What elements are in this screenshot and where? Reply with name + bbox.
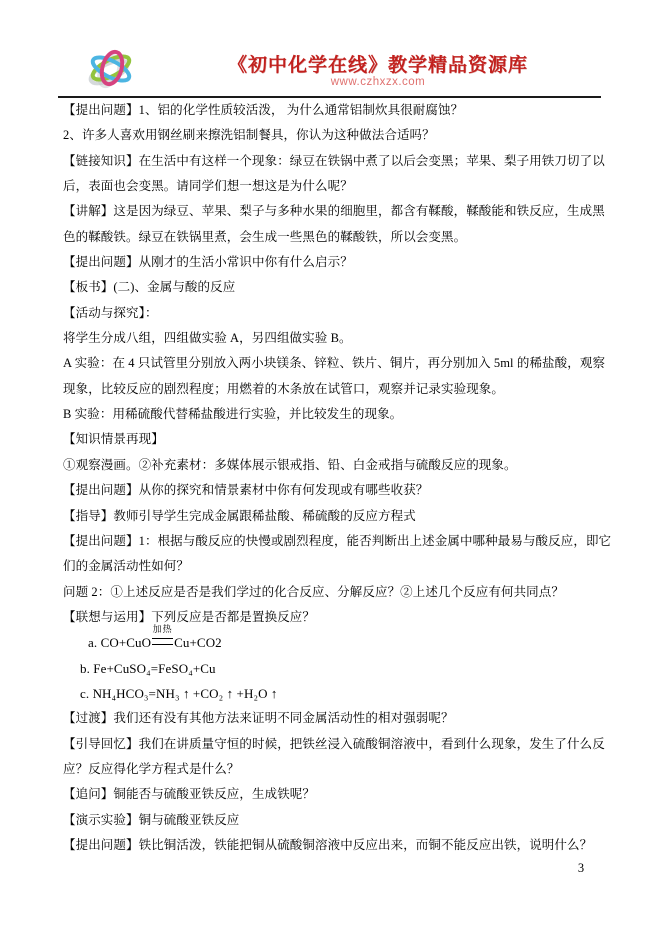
site-url: www.czhxzx.com: [330, 76, 426, 88]
text-line: B 实验：用稀硫酸代替稀盐酸进行实验，并比较发生的现象。: [63, 407, 403, 422]
equation-line: c. NH₄HCO₃=NH₃ ↑ +CO₂ ↑ +H₂O ↑: [80, 685, 278, 701]
text-line: 现象，比较反应的剧烈程度；用燃着的木条放在试管口，观察并记录实验现象。: [63, 381, 505, 396]
text-line: 2、许多人喜欢用钢丝刷来擦洗铝制餐具，你认为这种做法合适吗？: [63, 128, 435, 143]
text-line: 【提出问题】1：根据与酸反应的快慢或剧烈程度，能否判断出上述金属中哪种最易与酸反应，即它: [63, 533, 612, 548]
text-line: 【指导】教师引导学生完成金属跟稀盐酸、稀硫酸的反应方程式: [63, 508, 416, 523]
equation-prefix: a. CO+CuO: [88, 635, 152, 651]
equation-suffix: Cu+CO2: [174, 635, 222, 651]
page-number: 3: [577, 861, 585, 875]
equation-line: b. Fe+CuSO₄=FeSO₄+Cu: [80, 660, 216, 676]
site-title: 《初中化学在线》教学精品资源库: [227, 55, 528, 76]
text-line: 【提出问题】从刚才的生活小常识中你有什么启示？: [63, 255, 353, 270]
double-equals-sign: [152, 624, 173, 645]
text-line: 后，表面也会变黑。请同学们想一想这是为什么呢？: [63, 179, 353, 194]
atom-logo-icon: [78, 44, 144, 95]
text-line: 问题 2：①上述反应是否是我们学过的化合反应、分解反应？②上述几个反应有何共同点？: [63, 584, 564, 599]
text-line: 【讲解】这是因为绿豆、苹果、梨子与多种水果的细胞里，都含有鞣酸，鞣酸能和铁反应，生成黑: [63, 204, 605, 219]
text-line: 【提出问题】铁比铜活泼，铁能把铜从硫酸铜溶液中反应出来，而铜不能反应出铁，说明什么？: [63, 837, 593, 852]
text-line: ①观察漫画。②补充素材：多媒体展示银戒指、铅、白金戒指与硫酸反应的现象。: [63, 457, 517, 472]
document-body: [0, 98, 661, 858]
text-line: 【过渡】我们还有没有其他方法来证明不同金属活动性的相对强弱呢？: [63, 711, 454, 726]
text-line: 【提出问题】1、铝的化学性质较活泼， 为什么通常铝制炊具很耐腐蚀？: [63, 103, 464, 117]
text-line: 【板书】(二)、金属与酸的反应: [63, 280, 236, 295]
text-line: 应？反应得化学方程式是什么？: [63, 761, 240, 776]
reaction-condition-label: 加热: [152, 624, 173, 635]
text-line: 【引导回忆】我们在讲质量守恒的时候，把铁丝浸入硫酸铜溶液中，看到什么现象，发生了什么反: [63, 736, 605, 751]
text-line: 【联想与运用】下列反应是否都是置换反应？: [63, 609, 316, 624]
text-line: 【活动与探究】：: [63, 305, 158, 320]
text-line: 【追问】铜能否与硫酸亚铁反应，生成铁呢？: [63, 787, 316, 802]
text-line: 们的金属活动性如何？: [63, 559, 190, 574]
text-line: 【提出问题】从你的探究和情景素材中你有何发现或有哪些收获？: [63, 483, 429, 498]
text-line: 【链接知识】在生活中有这样一个现象：绿豆在铁锅中煮了以后会变黑；苹果、梨子用铁刀切了以: [63, 153, 605, 168]
text-line: 【演示实验】铜与硫酸亚铁反应: [63, 812, 240, 827]
equation-line: [0, 624, 661, 655]
site-header: [58, 42, 601, 98]
text-line: 【知识情景再现】: [63, 432, 164, 447]
text-line: 将学生分成八组，四组做实验 A，另四组做实验 B。: [63, 331, 352, 346]
text-line: A 实验：在 4 只试管里分别放入两小块镁条、锌粒、铁片、铜片，再分别加入 5ml 的稀盐酸，观察: [63, 356, 606, 371]
text-line: 色的鞣酸铁。绿豆在铁锅里煮，会生成一些黑色的鞣酸铁，所以会变黑。: [63, 229, 467, 244]
